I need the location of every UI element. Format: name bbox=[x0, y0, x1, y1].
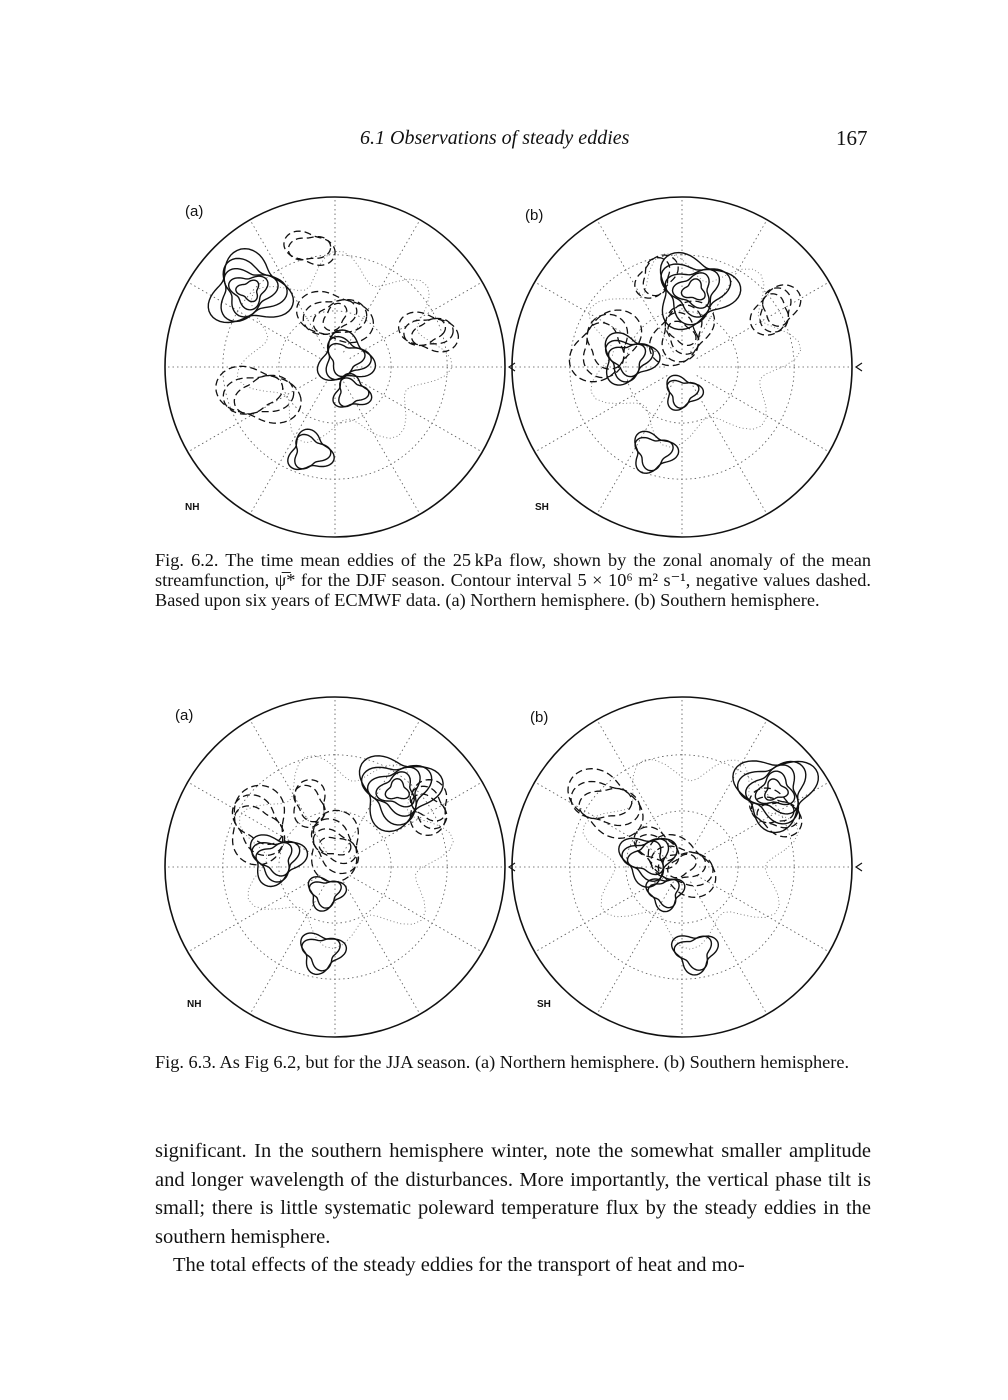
paragraph: significant. In the southern hemisphere winter, note the somewhat smaller amplitude and longer wavelength of the disturbances. More importantly, the vertical phase tilt is small; there is little systematic poleward temperature flux by the steady eddies in the southern hemisphere. bbox=[155, 1140, 871, 1248]
panel-b-label: (b) bbox=[525, 207, 544, 224]
figure-6-2 bbox=[155, 195, 875, 545]
nh-contour-map bbox=[165, 697, 515, 1037]
figure-6-3-caption: Fig. 6.3. As Fig 6.2, but for the JJA season. (a) Northern hemisphere. (b) Southern hemisphere. bbox=[155, 1052, 850, 1072]
paragraph: The total effects of the steady eddies for the transport of heat and mo- bbox=[173, 1254, 745, 1276]
figure-6-2-maps bbox=[155, 195, 875, 545]
figure-6-3 bbox=[155, 695, 875, 1040]
figure-6-3-maps bbox=[155, 695, 875, 1040]
sh-contour-map bbox=[512, 697, 862, 1037]
panel-b-label: (b) bbox=[530, 709, 549, 726]
body-text bbox=[155, 1137, 871, 1280]
sh-label: SH bbox=[535, 502, 549, 513]
sh-label: SH bbox=[537, 999, 551, 1010]
nh-label: NH bbox=[185, 502, 200, 513]
nh-label: NH bbox=[187, 999, 202, 1010]
sh-contour-map bbox=[512, 197, 862, 537]
page-number: 167 bbox=[836, 126, 868, 150]
running-head: 6.1 Observations of steady eddies bbox=[360, 127, 630, 149]
panel-a-label: (a) bbox=[185, 203, 204, 220]
figure-6-2-caption: Fig. 6.2. The time mean eddies of the 25 kPa flow, shown by the zonal anomaly of the mean streamfunction, ψ̅* for the DJF season. Contour interval 5 × 10⁶ m² s⁻¹, negative values dashed. Based upon six years of ECMWF data. (a) Northern hemisphere. (b) Southern hemisphere. bbox=[155, 550, 871, 610]
panel-a-label: (a) bbox=[175, 707, 194, 724]
nh-contour-map bbox=[165, 197, 515, 537]
